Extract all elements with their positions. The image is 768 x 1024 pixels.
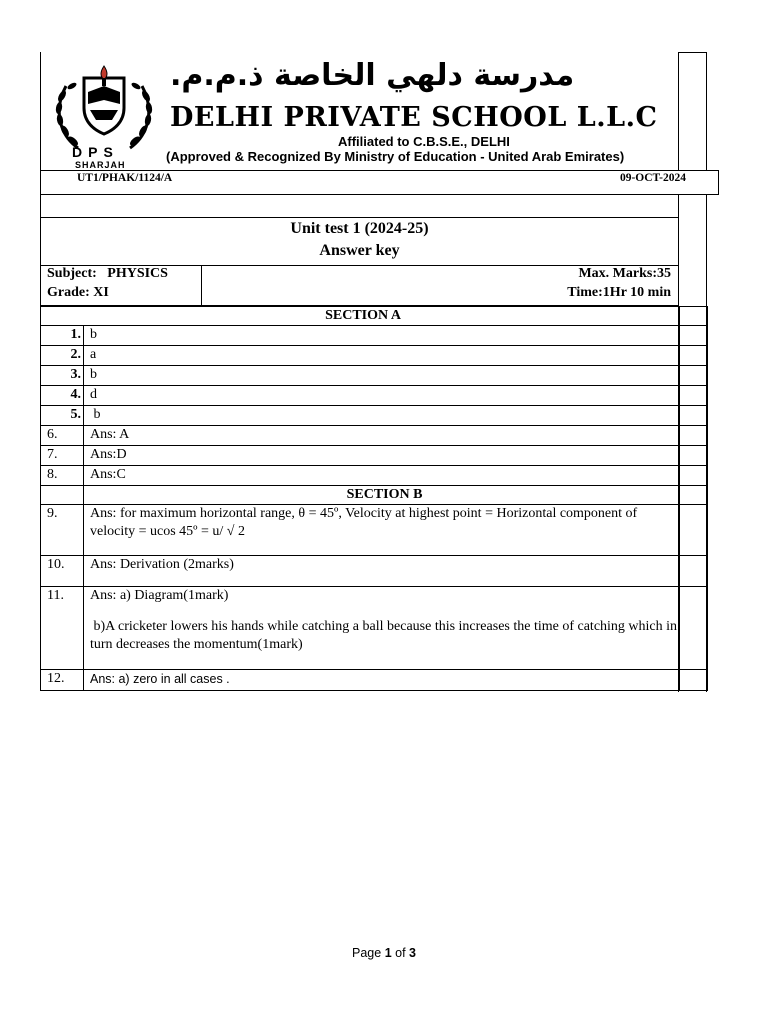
section-a-heading-row — [41, 307, 708, 326]
answer-cell: b — [84, 366, 680, 386]
answer-cell: d — [84, 386, 680, 406]
table-row — [41, 446, 708, 466]
table-row — [41, 366, 708, 386]
right-cell — [680, 446, 708, 466]
answer-part-b: b)A cricketer lowers his hands while catching a ball because this increases the time of catching which in turn decreases the momentum(1mark) — [90, 619, 681, 652]
table-row — [41, 670, 708, 691]
table-row — [41, 466, 708, 486]
table-row — [41, 386, 708, 406]
question-number: 11. — [41, 587, 84, 670]
answer-table — [40, 306, 708, 691]
answer-cell: b — [84, 326, 680, 346]
table-row — [41, 556, 708, 587]
table-row — [41, 505, 708, 556]
affiliation-text: Affiliated to C.B.S.E., DELHI — [338, 134, 510, 149]
reference-row — [40, 170, 719, 195]
question-number: 12. — [41, 670, 84, 691]
page-footer — [0, 946, 768, 960]
logo-letters: DPS — [72, 144, 119, 160]
right-cell — [680, 307, 708, 326]
title-block — [40, 218, 678, 266]
question-number: 5. — [41, 406, 84, 426]
answer-cell: Ans: for maximum horizontal range, θ = 45º, Velocity at highest point = Horizontal component of velocity = ucos 45º = u/ √ 2 — [84, 505, 680, 556]
banner-left-border — [40, 52, 41, 172]
right-cell — [680, 326, 708, 346]
table-row — [41, 426, 708, 446]
question-number: 10. — [41, 556, 84, 587]
table-row — [41, 587, 708, 670]
table-row — [41, 406, 708, 426]
question-number: 6. — [41, 426, 84, 446]
question-number: 4. — [41, 386, 84, 406]
paper-date: 09-OCT-2024 — [619, 172, 686, 184]
grade-label: Grade: XI — [47, 285, 109, 300]
answer-cell — [84, 587, 680, 670]
question-number: 1. — [41, 326, 84, 346]
answer-cell: b — [84, 406, 680, 426]
question-number: 9. — [41, 505, 84, 556]
right-cell — [680, 670, 708, 691]
right-cell — [680, 486, 708, 505]
right-cell — [680, 466, 708, 486]
answer-cell: Ans: A — [84, 426, 680, 446]
right-cell — [680, 587, 708, 670]
blank-cell — [41, 486, 84, 505]
info-block — [40, 266, 678, 306]
answer-cell: a — [84, 346, 680, 366]
table-row — [41, 326, 708, 346]
school-name: DELHI PRIVATE SCHOOL L.L.C — [170, 102, 658, 133]
answer-part-a: Ans: a) Diagram(1mark) — [90, 588, 229, 603]
school-banner — [42, 52, 678, 170]
info-divider — [201, 266, 202, 306]
answer-cell: Ans: Derivation (2marks) — [84, 556, 680, 587]
question-number: 8. — [41, 466, 84, 486]
time-label: Time:1Hr 10 min — [567, 285, 671, 300]
right-cell — [680, 505, 708, 556]
section-a-heading: SECTION A — [41, 307, 680, 326]
page-number: 1 — [384, 946, 392, 960]
question-number: 2. — [41, 346, 84, 366]
test-title: Unit test 1 (2024-25) — [290, 220, 429, 237]
school-name-arabic: مدرسة دلهي الخاصة ذ.م.م. — [170, 58, 575, 93]
blank-row — [40, 195, 678, 218]
right-cell — [680, 406, 708, 426]
answer-key-title: Answer key — [319, 242, 400, 259]
page-total: 3 — [409, 946, 416, 960]
logo-city: SHARJAH — [75, 160, 126, 170]
answer-cell: Ans: a) zero in all cases . — [84, 670, 680, 691]
right-cell — [680, 366, 708, 386]
answer-cell: Ans:D — [84, 446, 680, 466]
page-prefix: Page — [352, 946, 385, 960]
right-cell — [680, 346, 708, 366]
approval-text: (Approved & Recognized By Ministry of Education - United Arab Emirates) — [166, 149, 625, 164]
section-b-heading: SECTION B — [84, 486, 680, 505]
paper-code: UT1/PHAK/1124/A — [77, 172, 173, 184]
answer-cell: Ans:C — [84, 466, 680, 486]
section-b-heading-row — [41, 486, 708, 505]
max-marks-label: Max. Marks:35 — [578, 266, 671, 281]
subject-label: Subject: PHYSICS — [47, 266, 168, 281]
right-cell — [680, 556, 708, 587]
question-number: 3. — [41, 366, 84, 386]
table-row — [41, 346, 708, 366]
question-number: 7. — [41, 446, 84, 466]
right-cell — [680, 386, 708, 406]
page-of: of — [391, 946, 410, 960]
right-cell — [680, 426, 708, 446]
